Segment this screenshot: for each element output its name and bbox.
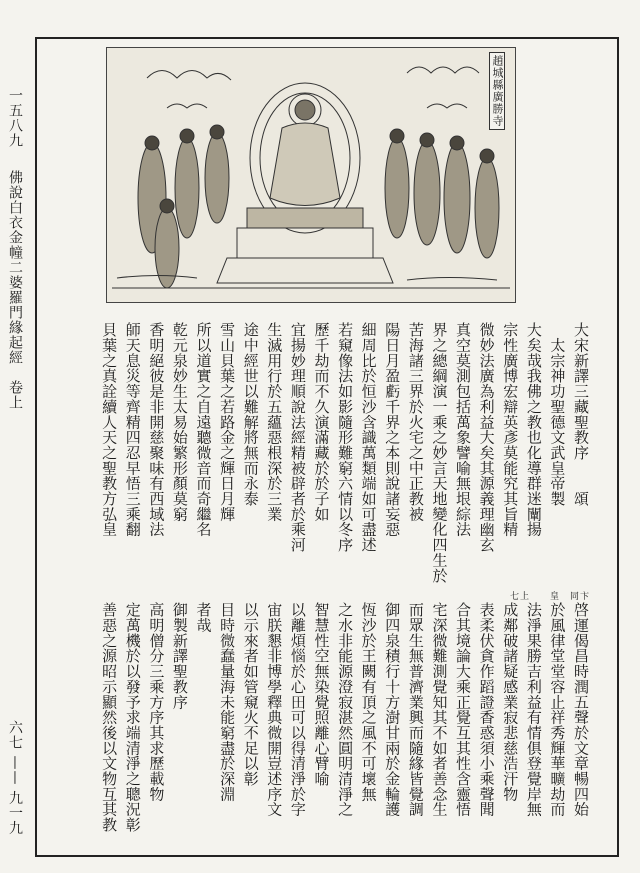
text-column: 於風律堂堂容止祥秀輝華曠劫而: [548, 602, 567, 817]
text-column: 以離煩惱於心田可以得清淨於字: [288, 602, 307, 817]
text-column: 合其境論大乘正覺互其性含靈悟: [454, 602, 473, 817]
text-column: 表柔伏貪作蹈證香惑須小乘聲聞: [477, 602, 496, 817]
text-column: 而眾生無普濟業興而隨緣皆覺調: [406, 602, 425, 817]
text-column: 以示來者如管窺火不足以彰: [241, 602, 260, 787]
text-column: 歷千劫而不久演滿藏於於子如: [312, 322, 331, 522]
text-column: 細周比於恒沙含識萬類端如可盡述: [359, 322, 378, 553]
text-column: 宗性廣博宏辯英彥莫能究其旨精: [501, 322, 520, 537]
text-column: 途中經世以難解將無而永泰: [241, 322, 260, 507]
text-column: 恆沙於王闕有頂之風不可壞無: [359, 602, 378, 802]
text-column: 苦海諸三界於火宅之中正教被: [406, 322, 425, 522]
text-column: 大宋新譯三藏聖教序 頌: [572, 322, 590, 507]
text-column: 貝葉之真詮續人天之聖教方弘皇: [100, 322, 119, 537]
text-column: 法淨果勝吉利益有情俱登覺岸無: [524, 602, 543, 817]
text-column: 陽日月盈虧千界之本則說諸妄惡: [383, 322, 402, 537]
text-column: 定萬機於以發予求端清淨之聰況彰: [123, 602, 142, 833]
text-column: 宅深微難測覺知其不如者善念生: [430, 602, 449, 817]
text-column: 真空莫測包括萬象譬喻無垠綜法: [454, 322, 473, 537]
text-column: 太宗神功聖德文武皇帝製: [548, 322, 567, 507]
woodblock-illustration: [106, 47, 516, 303]
marginal-annotation: 七上 皇 同卞: [509, 592, 590, 602]
text-column: 乾元泉妙生太易始繁形顏莫窮: [170, 322, 189, 522]
illustration-caption: 趙城縣廣勝寺: [489, 52, 505, 130]
text-column: 御製新譯聖教序: [170, 602, 189, 710]
text-column: 微妙法廣為利益大矣其源義理幽玄: [477, 322, 496, 553]
text-column: 者哉: [194, 602, 213, 633]
sutra-title: 佛說白衣金幢二婆羅門緣起經 卷上: [7, 170, 23, 410]
preface-text-upper: [97, 322, 592, 592]
text-column: 高明僧分三乘方序其求歷載物: [147, 602, 166, 802]
text-column: 雪山貝葉之若路金之輝日月輝: [218, 322, 237, 522]
text-column: 宙朕懇非博學釋典微開豈述序文: [265, 602, 284, 817]
page-number-top: 一五八九: [7, 88, 23, 148]
preface-text-lower: [97, 602, 592, 850]
text-column: 御四泉積行十方澍甘兩於金輪護: [383, 602, 402, 817]
text-column: 宜揚妙理順說法經精被辟者於乘河: [288, 322, 307, 553]
text-column: 師天息災等齊精四忍早悟三乘翻: [123, 322, 142, 537]
text-column: 啓運偈昌時潤五聲於文章暢四始: [572, 602, 590, 817]
text-column: 若窺像法如影隨形難窮六情以冬序: [336, 322, 355, 553]
text-column: 大矣哉我佛之教也化導群迷闡揚: [524, 322, 543, 537]
text-column: 生滅用行於五蘊惡根深於三業: [265, 322, 284, 522]
buddha-assembly-picture: [107, 48, 515, 302]
text-column: 香明絕彼是非開慈聚味有西域法: [147, 322, 166, 537]
text-column: 所以道實之自遠聽微音而奇繼名: [194, 322, 213, 537]
text-column: 目時微蠢量海未能窮盡於深淵: [218, 602, 237, 802]
text-column: 之水非能源澄寂湛然圓明清淨之: [336, 602, 355, 817]
text-column: 智慧性空無染覺照離心臂喻: [312, 602, 331, 787]
page-number-bottom: 六七 —— 九一九: [7, 720, 23, 836]
text-column: 成鄰破諸疑感業寂悲慈浩汗物: [501, 602, 520, 802]
text-column: 善惡之源昭示顯然後以文物互其教: [100, 602, 119, 833]
text-column: 界之總綱演一乘之妙言天地變化四生於: [430, 322, 449, 583]
